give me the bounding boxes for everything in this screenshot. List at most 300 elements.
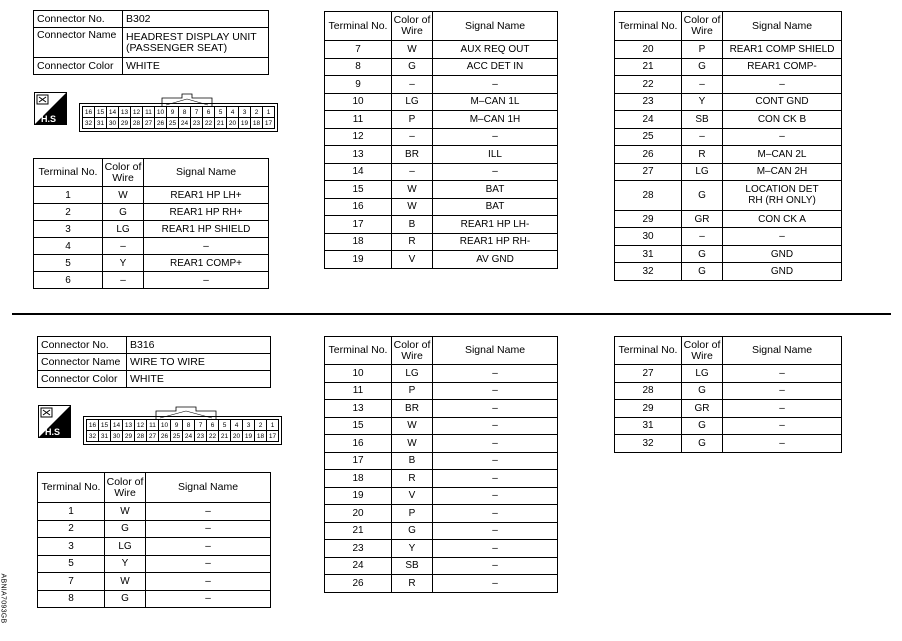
terminal-cell: 11 — [325, 382, 392, 400]
pin-cell: 18 — [251, 118, 263, 129]
signal-name-cell: CON CK A — [723, 210, 842, 228]
terminal-cell: 21 — [615, 58, 682, 76]
signal-name-cell: ACC DET IN — [433, 58, 558, 76]
connector-face — [82, 92, 292, 129]
table-row — [325, 251, 558, 269]
terminal-cell: 32 — [615, 435, 682, 453]
signal-name-cell: M–CAN 1L — [433, 93, 558, 111]
wire-color-cell: G — [682, 417, 723, 435]
pin-cell: 6 — [203, 107, 215, 118]
wire-color-cell: G — [682, 181, 723, 211]
terminal-table-bottom-3 — [614, 336, 842, 453]
wire-color-cell: SB — [682, 111, 723, 129]
header-signal: Signal Name — [433, 12, 558, 41]
table-row — [615, 263, 842, 281]
wire-color-cell: G — [105, 520, 146, 538]
wire-color-cell: R — [392, 575, 433, 593]
table-row — [325, 93, 558, 111]
pin-cell: 32 — [83, 118, 95, 129]
connector-name-line-1: HEADREST DISPLAY UNIT — [126, 30, 257, 43]
wire-color-cell: P — [392, 382, 433, 400]
wire-color-cell: LG — [105, 538, 146, 556]
header-color: Color of Wire — [392, 12, 433, 41]
table-row — [34, 272, 269, 289]
pin-cell: 2 — [251, 107, 263, 118]
terminal-cell: 2 — [38, 520, 105, 538]
connector-pin-grid — [82, 106, 275, 129]
wire-color-cell: SB — [392, 557, 433, 575]
table-row — [615, 181, 842, 211]
table-row — [325, 470, 558, 488]
table-row — [325, 522, 558, 540]
terminal-cell: 15 — [325, 181, 392, 199]
signal-name-cell: – — [433, 522, 558, 540]
header-signal: Signal Name — [723, 12, 842, 41]
table-row — [34, 255, 269, 272]
table-row — [325, 487, 558, 505]
wire-color-cell: – — [103, 272, 144, 289]
pin-cell: 17 — [263, 118, 275, 129]
terminal-table-bottom-1 — [37, 472, 271, 608]
wire-color-cell: G — [105, 590, 146, 608]
header-color: Color of Wire — [682, 12, 723, 41]
signal-name-cell: – — [433, 382, 558, 400]
pin-cell: 2 — [255, 420, 267, 431]
wire-color-cell: G — [682, 58, 723, 76]
wire-color-cell: V — [392, 251, 433, 269]
signal-name-cell: LOCATION DET RH (RH ONLY) — [723, 181, 842, 211]
table-row — [325, 146, 558, 164]
terminal-cell: 20 — [325, 505, 392, 523]
terminal-cell: 30 — [615, 228, 682, 246]
signal-name-cell: – — [433, 435, 558, 453]
signal-name-cell: – — [433, 417, 558, 435]
wire-color-cell: G — [682, 382, 723, 400]
table-row — [615, 111, 842, 129]
signal-name-cell: – — [723, 365, 842, 383]
pin-cell: 25 — [167, 118, 179, 129]
table-row — [325, 382, 558, 400]
pin-cell: 10 — [159, 420, 171, 431]
terminal-cell: 31 — [615, 245, 682, 263]
signal-name-cell: – — [433, 505, 558, 523]
pin-cell: 19 — [239, 118, 251, 129]
hs-symbol-icon — [34, 92, 67, 125]
signal-name-cell: – — [723, 382, 842, 400]
table-row — [34, 221, 269, 238]
signal-name-cell: REAR1 HP SHIELD — [144, 221, 269, 238]
terminal-cell: 1 — [34, 187, 103, 204]
wire-color-cell: – — [682, 76, 723, 94]
table-row — [615, 76, 842, 94]
pin-cell: 9 — [171, 420, 183, 431]
signal-name-cell: – — [144, 272, 269, 289]
terminal-cell: 24 — [615, 111, 682, 129]
table-row — [325, 198, 558, 216]
signal-name-cell: – — [144, 238, 269, 255]
table-row — [325, 163, 558, 181]
terminal-cell: 15 — [325, 417, 392, 435]
wire-color-cell: LG — [103, 221, 144, 238]
pin-cell: 27 — [143, 118, 155, 129]
signal-name-cell: – — [433, 365, 558, 383]
terminal-cell: 31 — [615, 417, 682, 435]
pin-cell: 8 — [179, 107, 191, 118]
pin-cell: 5 — [219, 420, 231, 431]
signal-name-cell: REAR1 HP RH+ — [144, 204, 269, 221]
terminal-cell: 2 — [34, 204, 103, 221]
terminal-cell: 5 — [34, 255, 103, 272]
pin-cell: 32 — [87, 431, 99, 442]
wire-color-cell: G — [682, 435, 723, 453]
pin-cell: 23 — [191, 118, 203, 129]
wire-color-cell: P — [392, 111, 433, 129]
signal-name-cell: – — [433, 128, 558, 146]
signal-name-cell: REAR1 HP RH- — [433, 233, 558, 251]
table-row — [615, 400, 842, 418]
table-row — [38, 573, 271, 591]
table-row — [38, 555, 271, 573]
bottom-connector-info — [37, 336, 271, 388]
table-row — [38, 590, 271, 608]
signal-name-cell: – — [723, 435, 842, 453]
header-terminal: Terminal No. — [38, 473, 105, 503]
wire-color-cell: – — [682, 128, 723, 146]
wire-color-cell: Y — [682, 93, 723, 111]
signal-name-cell: REAR1 HP LH- — [433, 216, 558, 234]
table-row — [34, 187, 269, 204]
signal-name-cell: – — [433, 540, 558, 558]
terminal-cell: 9 — [325, 76, 392, 94]
table-row — [325, 575, 558, 593]
signal-name-cell: – — [433, 400, 558, 418]
terminal-cell: 8 — [325, 58, 392, 76]
top-connector-info — [33, 10, 269, 75]
wire-color-cell: G — [392, 58, 433, 76]
connector-pin-grid — [86, 419, 279, 442]
pin-cell: 27 — [147, 431, 159, 442]
signal-name-cell: – — [433, 487, 558, 505]
terminal-cell: 16 — [325, 198, 392, 216]
pin-cell: 28 — [135, 431, 147, 442]
table-row — [38, 503, 271, 521]
pin-cell: 1 — [263, 107, 275, 118]
table-row — [34, 238, 269, 255]
pin-cell: 24 — [183, 431, 195, 442]
signal-name-cell: – — [146, 590, 271, 608]
signal-name-cell: ILL — [433, 146, 558, 164]
terminal-cell: 17 — [325, 216, 392, 234]
terminal-cell: 16 — [325, 435, 392, 453]
connector-color-value: WHITE — [123, 58, 269, 75]
wire-color-cell: LG — [682, 365, 723, 383]
table-row — [325, 557, 558, 575]
wire-color-cell: W — [392, 435, 433, 453]
signal-name-cell: – — [433, 557, 558, 575]
table-row — [615, 58, 842, 76]
connector-latch-icon — [86, 405, 296, 419]
wire-color-cell: – — [392, 128, 433, 146]
pin-cell: 14 — [111, 420, 123, 431]
table-row — [615, 365, 842, 383]
pin-cell: 20 — [227, 118, 239, 129]
header-terminal: Terminal No. — [325, 12, 392, 41]
signal-name-cell: – — [433, 76, 558, 94]
pin-cell: 19 — [243, 431, 255, 442]
signal-name-cell: – — [723, 228, 842, 246]
table-row — [615, 146, 842, 164]
wire-color-cell: LG — [392, 365, 433, 383]
pin-cell: 22 — [207, 431, 219, 442]
terminal-cell: 28 — [615, 181, 682, 211]
signal-name-cell: CONT GND — [723, 93, 842, 111]
wire-color-cell: LG — [682, 163, 723, 181]
signal-name-cell: – — [146, 520, 271, 538]
signal-name-cell: REAR1 HP LH+ — [144, 187, 269, 204]
table-row — [325, 41, 558, 59]
wire-color-cell: W — [105, 573, 146, 591]
pin-cell: 22 — [203, 118, 215, 129]
terminal-cell: 10 — [325, 93, 392, 111]
table-row — [325, 505, 558, 523]
wire-color-cell: P — [682, 41, 723, 59]
table-row — [615, 163, 842, 181]
header-terminal: Terminal No. — [34, 159, 103, 187]
table-row — [615, 417, 842, 435]
terminal-cell: 27 — [615, 163, 682, 181]
wire-color-cell: R — [392, 233, 433, 251]
wire-color-cell: W — [103, 187, 144, 204]
connector-no-value: B302 — [123, 11, 269, 28]
signal-name-cell: – — [723, 76, 842, 94]
signal-name-cell: M–CAN 1H — [433, 111, 558, 129]
terminal-cell: 3 — [38, 538, 105, 556]
signal-name-cell: AV GND — [433, 251, 558, 269]
connector-latch-icon — [82, 92, 292, 106]
pin-cell: 26 — [159, 431, 171, 442]
terminal-cell: 10 — [325, 365, 392, 383]
pin-cell: 6 — [207, 420, 219, 431]
table-row — [615, 41, 842, 59]
pin-cell: 11 — [147, 420, 159, 431]
pin-cell: 8 — [183, 420, 195, 431]
pin-cell: 16 — [87, 420, 99, 431]
table-row — [34, 204, 269, 221]
terminal-cell: 20 — [615, 41, 682, 59]
pin-cell: 3 — [243, 420, 255, 431]
signal-name-cell: – — [723, 128, 842, 146]
pin-cell: 13 — [119, 107, 131, 118]
connector-name-line-2: (PASSENGER SEAT) — [126, 41, 228, 54]
wire-color-cell: – — [682, 228, 723, 246]
table-row — [38, 538, 271, 556]
wire-color-cell: W — [392, 181, 433, 199]
pin-cell: 3 — [239, 107, 251, 118]
terminal-cell: 1 — [38, 503, 105, 521]
pin-cell: 20 — [231, 431, 243, 442]
wire-color-cell: – — [392, 163, 433, 181]
pin-cell: 12 — [131, 107, 143, 118]
wire-color-cell: Y — [103, 255, 144, 272]
pin-cell: 18 — [255, 431, 267, 442]
signal-name-cell: BAT — [433, 181, 558, 199]
table-row — [615, 435, 842, 453]
wire-color-cell: – — [392, 76, 433, 94]
terminal-cell: 3 — [34, 221, 103, 238]
terminal-cell: 19 — [325, 251, 392, 269]
table-row — [325, 452, 558, 470]
signal-name-cell: – — [433, 452, 558, 470]
wire-color-cell: G — [682, 263, 723, 281]
terminal-cell: 32 — [615, 263, 682, 281]
terminal-cell: 13 — [325, 400, 392, 418]
pin-cell: 30 — [107, 118, 119, 129]
terminal-cell: 17 — [325, 452, 392, 470]
wire-color-cell: W — [392, 198, 433, 216]
signal-name-cell: – — [433, 163, 558, 181]
connector-no-label: Connector No. — [38, 337, 127, 354]
pin-cell: 30 — [111, 431, 123, 442]
pin-cell: 1 — [267, 420, 279, 431]
table-row — [325, 128, 558, 146]
wire-color-cell: W — [392, 417, 433, 435]
pin-cell: 21 — [215, 118, 227, 129]
wire-color-cell: R — [682, 146, 723, 164]
pin-cell: 29 — [123, 431, 135, 442]
pin-cell: 28 — [131, 118, 143, 129]
header-terminal: Terminal No. — [325, 337, 392, 365]
table-row — [615, 245, 842, 263]
pin-cell: 15 — [99, 420, 111, 431]
terminal-table-top-2 — [324, 11, 558, 269]
header-color: Color of Wire — [105, 473, 146, 503]
terminal-table-top-3 — [614, 11, 842, 281]
terminal-cell: 19 — [325, 487, 392, 505]
signal-name-cell: REAR1 COMP+ — [144, 255, 269, 272]
terminal-cell: 23 — [325, 540, 392, 558]
table-row — [325, 58, 558, 76]
pin-cell: 16 — [83, 107, 95, 118]
pin-cell: 15 — [95, 107, 107, 118]
table-row — [615, 93, 842, 111]
table-row — [325, 216, 558, 234]
wire-color-cell: W — [392, 41, 433, 59]
header-signal: Signal Name — [433, 337, 558, 365]
wire-color-cell: G — [392, 522, 433, 540]
wire-color-cell: W — [105, 503, 146, 521]
signal-name-cell: M–CAN 2L — [723, 146, 842, 164]
terminal-cell: 21 — [325, 522, 392, 540]
hs-label: H.S — [41, 114, 57, 124]
connector-color-label: Connector Color — [38, 371, 127, 388]
terminal-cell: 26 — [615, 146, 682, 164]
terminal-cell: 27 — [615, 365, 682, 383]
signal-name-cell: GND — [723, 263, 842, 281]
terminal-cell: 18 — [325, 470, 392, 488]
header-color: Color of Wire — [392, 337, 433, 365]
table-row — [615, 228, 842, 246]
pin-cell: 17 — [267, 431, 279, 442]
table-row — [325, 540, 558, 558]
table-row — [38, 520, 271, 538]
figure-code: ABNIA7093GB — [0, 573, 7, 624]
pin-cell: 23 — [195, 431, 207, 442]
table-row — [325, 365, 558, 383]
signal-name-cell: – — [146, 503, 271, 521]
terminal-cell: 28 — [615, 382, 682, 400]
terminal-cell: 25 — [615, 128, 682, 146]
wire-color-cell: Y — [392, 540, 433, 558]
signal-name-cell: – — [146, 555, 271, 573]
table-row — [325, 76, 558, 94]
hs-label: H.S — [45, 427, 61, 437]
pin-cell: 7 — [195, 420, 207, 431]
pin-cell: 25 — [171, 431, 183, 442]
connector-color-value: WHITE — [127, 371, 271, 388]
signal-name-cell: GND — [723, 245, 842, 263]
terminal-cell: 23 — [615, 93, 682, 111]
wire-color-cell: BR — [392, 146, 433, 164]
table-row — [325, 435, 558, 453]
pin-cell: 11 — [143, 107, 155, 118]
signal-name-cell: AUX REQ OUT — [433, 41, 558, 59]
wire-color-cell: G — [103, 204, 144, 221]
terminal-cell: 22 — [615, 76, 682, 94]
signal-name-cell: BAT — [433, 198, 558, 216]
table-row — [615, 128, 842, 146]
header-signal: Signal Name — [723, 337, 842, 365]
wire-color-cell: R — [392, 470, 433, 488]
pin-cell: 10 — [155, 107, 167, 118]
pin-cell: 31 — [95, 118, 107, 129]
pin-cell: 12 — [135, 420, 147, 431]
table-row — [325, 233, 558, 251]
hs-icon — [34, 92, 67, 125]
pin-cell: 7 — [191, 107, 203, 118]
connector-no-value: B316 — [127, 337, 271, 354]
terminal-cell: 14 — [325, 163, 392, 181]
signal-name-cell: CON CK B — [723, 111, 842, 129]
terminal-cell: 7 — [38, 573, 105, 591]
wire-color-cell: LG — [392, 93, 433, 111]
pin-cell: 31 — [99, 431, 111, 442]
terminal-cell: 11 — [325, 111, 392, 129]
header-signal: Signal Name — [144, 159, 269, 187]
hs-symbol-icon — [38, 405, 71, 438]
pin-cell: 4 — [231, 420, 243, 431]
header-terminal: Terminal No. — [615, 12, 682, 41]
wire-color-cell: B — [392, 216, 433, 234]
wire-color-cell: – — [103, 238, 144, 255]
table-row — [325, 181, 558, 199]
pin-cell: 29 — [119, 118, 131, 129]
terminal-table-bottom-2 — [324, 336, 558, 593]
table-row — [325, 400, 558, 418]
header-signal: Signal Name — [146, 473, 271, 503]
pin-cell: 26 — [155, 118, 167, 129]
terminal-cell: 6 — [34, 272, 103, 289]
connector-name-value: WIRE TO WIRE — [127, 354, 271, 371]
connector-color-label: Connector Color — [34, 58, 123, 75]
terminal-cell: 5 — [38, 555, 105, 573]
terminal-cell: 18 — [325, 233, 392, 251]
pin-cell: 24 — [179, 118, 191, 129]
terminal-cell: 29 — [615, 210, 682, 228]
signal-name-cell: – — [146, 573, 271, 591]
signal-name-cell: – — [146, 538, 271, 556]
table-row — [615, 382, 842, 400]
wire-color-cell: G — [682, 245, 723, 263]
